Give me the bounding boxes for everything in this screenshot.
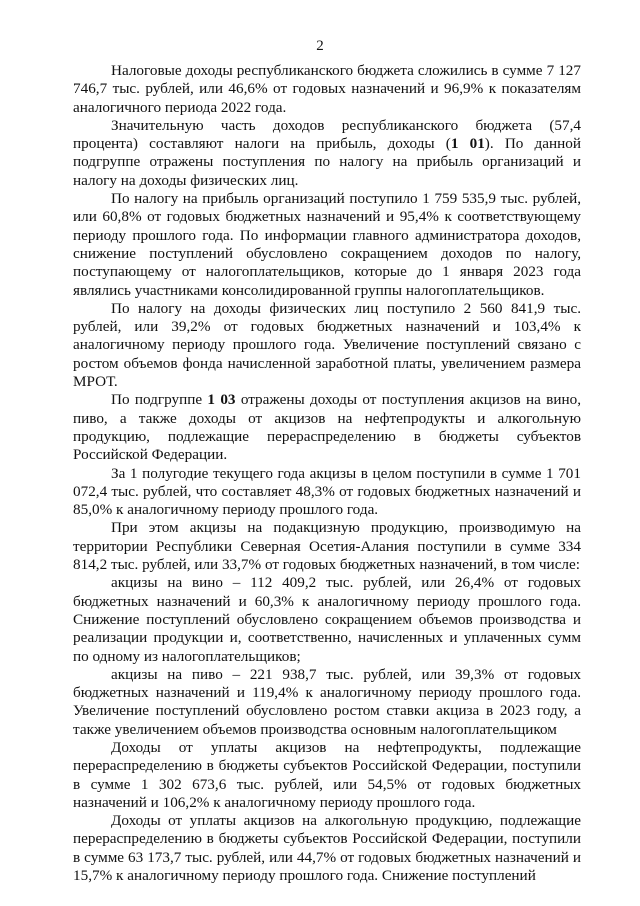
text-span: отражены доходы от поступления акцизов на вино, пиво, а также доходы от акцизов на нефтепродукты и алкогольную продукцию, подлежащие перераспределению в бюджеты субъектов Российской Федерации. — [73, 391, 581, 464]
text-span: По подгруппе — [111, 391, 208, 409]
text-span: По налогу на доходы физических лиц поступило 2 560 841,9 тыс. рублей, или 39,2% от годовых бюджетных назначений и 103,4% к аналогичному периоду прошлого года. Увеличение поступлений связано с ростом объемов фонда начисленной заработной платы, увеличением размера МРОТ. — [73, 299, 581, 391]
page-number: 2 — [316, 38, 324, 54]
paragraph-excise-local-production — [73, 519, 581, 574]
paragraph-excise-oil-products — [73, 739, 581, 812]
text-span: Значительную часть доходов республиканского бюджета (57,4 процента) составляют налоги на прибыль, доходы ( — [73, 116, 581, 153]
paragraph-personal-income-tax — [73, 300, 581, 391]
paragraph-excise-subgroup — [73, 391, 581, 464]
text-span: По налогу на прибыль организаций поступило 1 759 535,9 тыс. рублей, или 60,8% от годовых бюджетных назначений и 95,4% к соответствующему периоду прошлого года. По информации главного администратора доходов, снижение поступлений обусловлено сокращением доходов по налогу, поступающему от налогоплательщиков, которые до 1 января 2023 года являлись участниками консолидированной группы налогоплательщиков. — [73, 190, 581, 299]
text-span: Доходы от уплаты акцизов на нефтепродукты, подлежащие перераспределению в бюджеты субъектов Российской Федерации, поступили в сумме 1 302 673,6 тыс. рублей, или 54,5% от годовых бюджетных назначений и 106,2% к аналогичному периоду прошлого года. — [73, 738, 581, 811]
paragraph-excise-beer — [73, 666, 581, 739]
paragraph-profit-taxes-share — [73, 117, 581, 190]
text-span: Доходы от уплаты акцизов на алкогольную продукцию, подлежащие перераспределению в бюджеты субъектов Российской Федерации, поступили в сумме 63 173,7 тыс. рублей, или 44,7% от годовых бюджетных назначений и 15,7% к аналогичному периоду прошлого года. Снижение поступлений — [73, 812, 581, 885]
text-span: При этом акцизы на подакцизную продукцию, производимую на территории Республики Северная Осетия-Алания поступили в сумме 334 814,2 тыс. рублей, или 33,7% от годовых бюджетных назначений, в том числе: — [73, 519, 581, 574]
text-span: Налоговые доходы республиканского бюджета сложились в сумме 7 127 746,7 тыс. рублей, или 46,6% от годовых назначений и 96,9% к показателям аналогичного периода 2022 года. — [73, 62, 581, 116]
paragraph-corporate-profit-tax — [73, 190, 581, 300]
text-span: ). По данной подгруппе отражены поступления по налогу на прибыль организаций и налогу на доходы физических лиц. — [73, 135, 581, 189]
document-body — [73, 62, 581, 885]
text-span: За 1 полугодие текущего года акцизы в целом поступили в сумме 1 701 072,4 тыс. рублей, что составляет 48,3% от годовых бюджетных назначений и 85,0% к аналогичному периоду прошлого года. — [73, 464, 581, 519]
paragraph-excise-total — [73, 465, 581, 520]
code-1-01: 1 01 — [450, 135, 485, 153]
paragraph-tax-revenue — [73, 62, 581, 117]
text-span: акцизы на пиво – 221 938,7 тыс. рублей, или 39,3% от годовых бюджетных назначений и 119,4% к аналогичному периоду прошлого года. Увеличение поступлений обусловлено ростом ставки акциза в 2023 году, а также увеличением объемов производства основным налогоплательщиком — [73, 665, 581, 738]
text-span: акцизы на вино – 112 409,2 тыс. рублей, или 26,4% от годовых бюджетных назначений и 60,3% к аналогичному периоду прошлого года. Снижение поступлений обусловлено сокращением объемов производства и реализации продукции и, соответственно, начисленных и уплаченных сумм по одному из налогоплательщиков; — [73, 574, 581, 665]
code-1-03: 1 03 — [207, 391, 236, 409]
paragraph-excise-wine — [73, 574, 581, 665]
paragraph-excise-alcohol — [73, 812, 581, 885]
